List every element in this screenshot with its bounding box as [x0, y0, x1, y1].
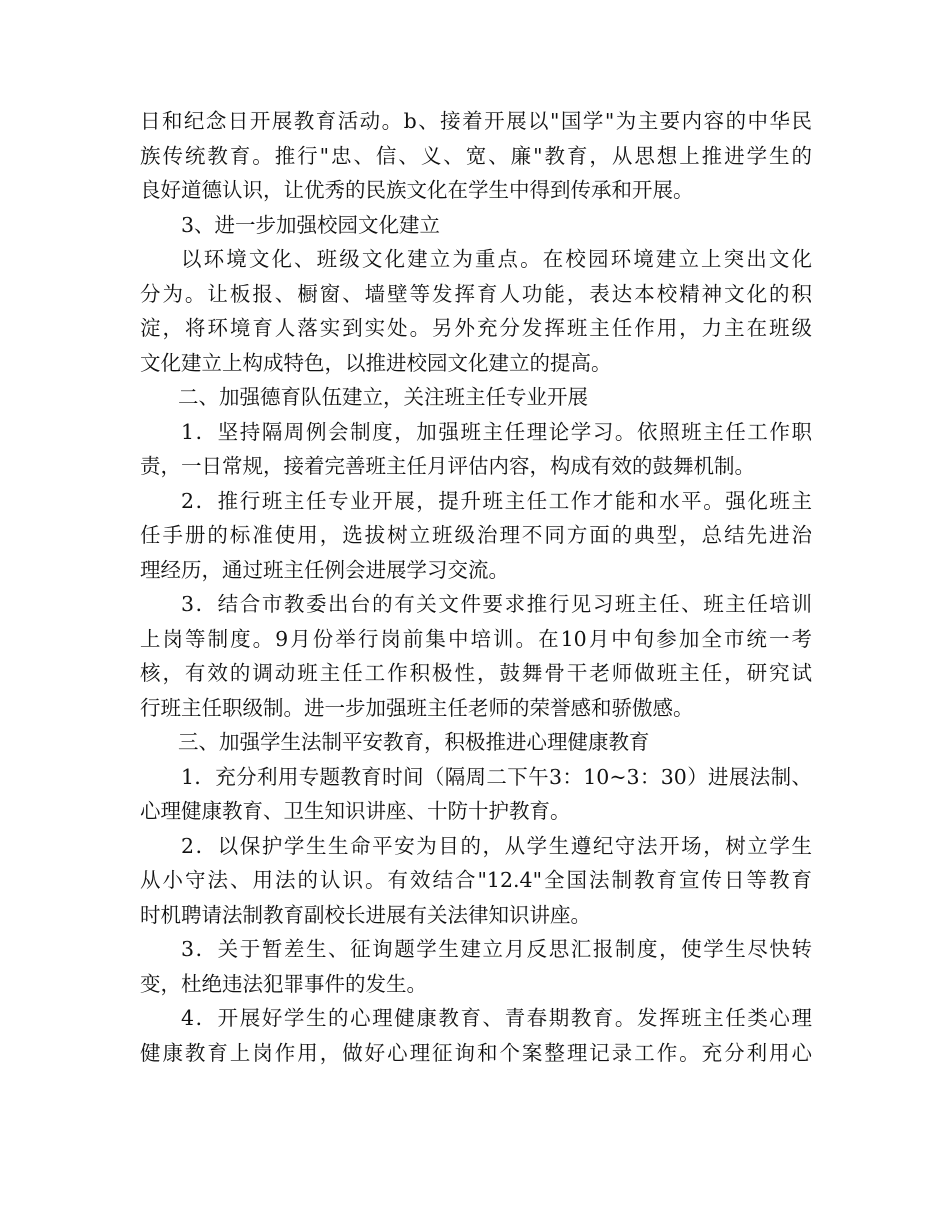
section-heading: 二、加强德育队伍建立，关注班主任专业开展 [178, 385, 588, 409]
text-line: 良好道德认识，让优秀的民族文化在学生中得到传承和开展。 [140, 178, 694, 202]
text-line: 理经历，通过班主任例会进展学习交流。 [140, 557, 509, 582]
text-line: 1．充分利用专题教育时间（隔周二下午3：10~3：30）进展法制、 [181, 764, 812, 789]
text-line: 责，一日常规，接着完善班主任月评估内容，构成有效的鼓舞机制。 [140, 454, 755, 478]
text-line: 文化建立上构成特色，以推进校园文化建立的提高。 [140, 350, 612, 375]
text-line: 以环境文化、班级文化建立为重点。在校园环境建立上突出文化 [181, 247, 812, 271]
text-line: 健康教育上岗作用，做好心理征询和个案整理记录工作。充分利用心 [140, 1040, 812, 1065]
text-line: 时机聘请法制教育副校长进展有关法律知识讲座。 [140, 902, 591, 927]
text-line: 分为。让板报、橱窗、墙壁等发挥育人功能，表达本校精神文化的积 [140, 281, 812, 306]
section-heading: 3、进一步加强校园文化建立 [181, 212, 441, 237]
text-line: 日和纪念日开展教育活动。b、接着开展以"国学"为主要内容的中华民 [140, 109, 812, 133]
text-line: 3．结合市教委出台的有关文件要求推行见习班主任、班主任培训 [181, 592, 812, 616]
text-line: 从小守法、用法的认识。有效结合"12.4"全国法制教育宣传日等教育 [140, 868, 812, 892]
text-line: 心理健康教育、卫生知识讲座、十防十护教育。 [140, 799, 571, 823]
text-line: 2．以保护学生生命平安为目的，从学生遵纪守法开场，树立学生 [181, 833, 812, 858]
text-line: 变，杜绝违法犯罪事件的发生。 [140, 971, 427, 996]
text-line: 核，有效的调动班主任工作积极性，鼓舞骨干老师做班主任，研究试 [140, 661, 812, 685]
text-line: 4．开展好学生的心理健康教育、青春期教育。发挥班主任类心理 [181, 1006, 812, 1030]
text-line: 族传统教育。推行"忠、信、义、宽、廉"教育，从思想上推进学生的 [140, 143, 812, 168]
text-line: 任手册的标准使用，选拔树立班级治理不同方面的典型，总结先进治 [140, 523, 812, 547]
text-line: 3．关于暂差生、征询题学生建立月反思汇报制度，使学生尽快转 [181, 937, 812, 961]
text-line: 上岗等制度。9月份举行岗前集中培训。在10月中旬参加全市统一考 [140, 626, 812, 651]
text-line: 行班主任职级制。进一步加强班主任老师的荣誉感和骄傲感。 [140, 695, 694, 720]
section-heading: 三、加强学生法制平安教育，积极推进心理健康教育 [178, 730, 650, 754]
document-body [140, 104, 812, 1070]
text-line: 2．推行班主任专业开展，提升班主任工作才能和水平。强化班主 [181, 488, 812, 513]
text-line: 淀，将环境育人落实到实处。另外充分发挥班主任作用，力主在班级 [140, 316, 812, 340]
text-line: 1．坚持隔周例会制度，加强班主任理论学习。依照班主任工作职 [181, 419, 812, 444]
